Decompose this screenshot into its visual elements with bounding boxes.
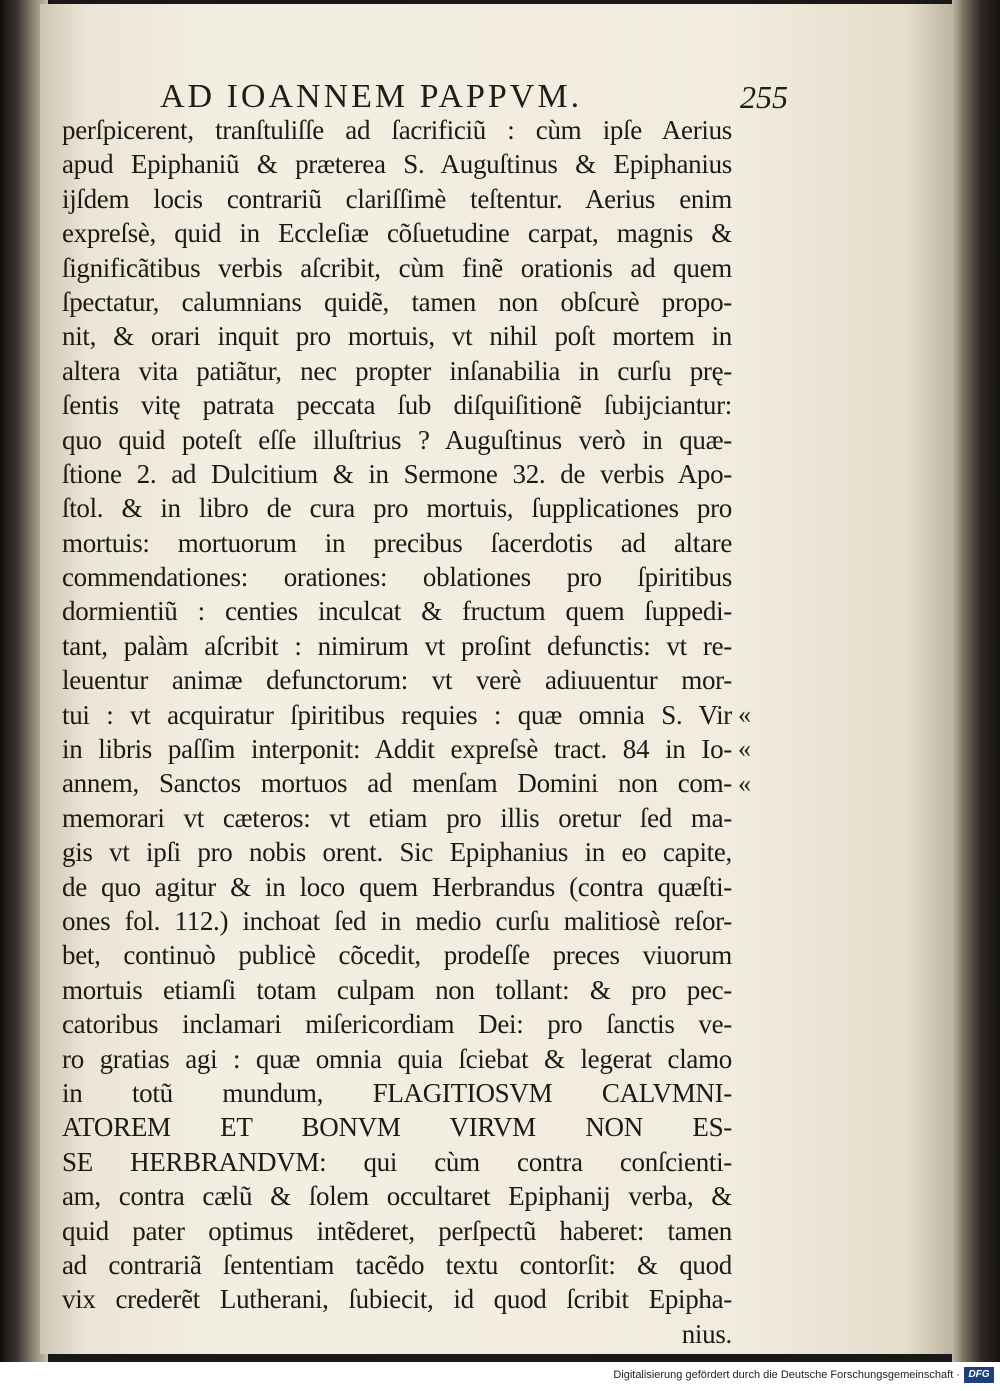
body-text [62,113,732,1351]
marginal-quotation-marks [738,698,768,801]
text-line: tui : vt acquiratur ſpiritibus requies : quæ omnia S. Vir [62,699,732,730]
dfg-logo: DFG [964,1367,994,1383]
text-line: dormientiũ : centies inculcat & fructum quem ſuppedi- [62,596,732,627]
text-line: ones fol. 112.) inchoat ſed in medio curſu malitiosè reſor- [62,905,732,936]
text-line: am, contra cælũ & ſolem occultaret Epiphanij verba, & [62,1181,732,1212]
text-line: tant, palàm aſcribit : nimirum vt proſint defunctis: vt re- [62,630,732,661]
text-line: gis vt ipſi pro nobis orent. Sic Epiphanius in eo capite, [62,837,732,868]
text-line: ro gratias agi : quæ omnia quia ſciebat & legerat clamo [62,1043,732,1074]
text-line: altera vita patiãtur, nec propter inſanabilia in curſu prę- [62,355,732,386]
text-line: vix crederẽt Lutherani, ſubiecit, id quod ſcribit Epipha- [62,1284,732,1315]
text-line: in totũ mundum, FLAGITIOSVM CALVMNI- [62,1077,732,1108]
text-line: catoribus inclamari miſericordiam Dei: pro ſanctis ve- [62,1009,732,1040]
text-line: ijſdem locis contrariũ clariſſimè teſtentur. Aerius enim [62,183,732,214]
text-line: ad contrariã ſententiam tacẽdo textu contorſit: & quod [62,1249,732,1280]
text-line: mortuis etiamſi totam culpam non tollant: & pro pec- [62,974,732,1005]
text-line: quid pater optimus intẽderet, perſpectũ haberet: tamen [62,1215,732,1246]
text-line: leuentur animæ defunctorum: vt verè adiuuentur mor- [62,665,732,696]
text-line: mortuis: mortuorum in precibus ſacerdotis ad altare [62,527,732,558]
text-line: ſignificãtibus verbis aſcribit, cùm finẽ orationis ad quem [62,252,732,283]
text-line: expreſsè, quid in Eccleſiæ cõſuetudine carpat, magnis & [62,218,732,249]
text-line: ſpectatur, calumnians quidẽ, tamen non obſcurè propo- [62,286,732,317]
text-line: commendationes: orationes: oblationes pro ſpiritibus [62,562,732,593]
text-line: apud Epiphaniũ & præterea S. Auguſtinus & Epiphanius [62,149,732,180]
text-line: perſpicerent, tranſtuliſſe ad ſacrificiũ : cùm ipſe Aerius [62,115,732,145]
running-header: AD IOANNEM PAPPVM. [160,78,583,115]
text-line: ATOREM ET BONVM VIRVM NON ES- [62,1112,732,1143]
text-line: SE HERBRANDVM: qui cùm contra conſcienti- [62,1146,732,1177]
margin-quote-mark: « [738,700,751,729]
text-line: in libris paſſim interponit: Addit expreſsè tract. 84 in Io- [62,734,732,765]
margin-quote-mark: « [738,734,751,764]
text-line: ſtol. & in libro de cura pro mortuis, ſupplicationes pro [62,493,732,524]
text-line: nit, & orari inquit pro mortuis, vt nihil poſt mortem in [62,321,732,352]
text-line: bet, continuò publicè cõcedit, prodeſſe preces viuorum [62,940,732,971]
text-line: ſtione 2. ad Dulcitium & in Sermone 32. de verbis Apo- [62,458,732,489]
digitization-footer [0,1362,1000,1391]
funding-credit: Digitalisierung gefördert durch die Deutsche Forschungsgemeinschaft · [613,1369,960,1381]
text-line: de quo agitur & in loco quem Herbrandus (contra quæſti- [62,871,732,902]
text-line: ſentis vitę patrata peccata ſub diſquiſitionẽ ſubijciantur: [62,390,732,421]
book-edge-shadow [952,0,1000,1362]
text-line-final: nius. [681,1318,732,1349]
text-line: annem, Sanctos mortuos ad menſam Domini non com- [62,768,732,799]
text-line: memorari vt cæteros: vt etiam pro illis oretur ſed ma- [62,802,732,833]
text-line: quo quid poteſt eſſe illuſtrius ? Auguſtinus verò in quæ- [62,424,732,455]
margin-quote-mark: « [738,768,751,798]
page-number: 255 [740,79,788,115]
